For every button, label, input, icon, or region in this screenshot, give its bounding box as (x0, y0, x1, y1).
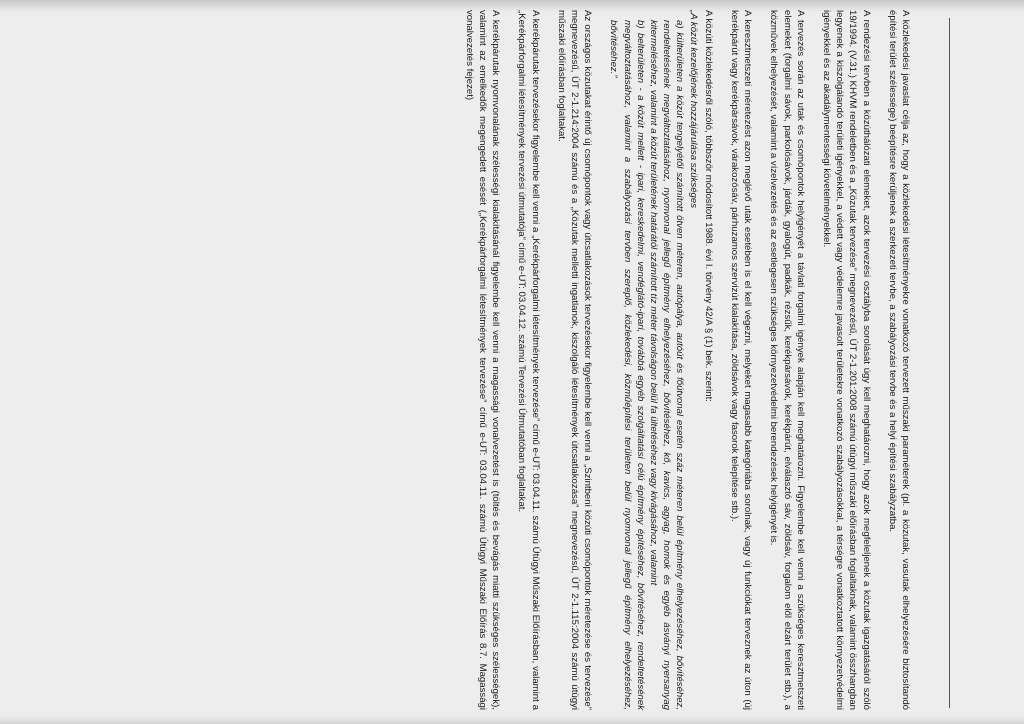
paragraph-junctions: Az országos közutakat érintő új csomópontok vagy útcsatlakozások tervezésekor figyelembe kell venni a „Szintbeni közúti csomópontok méretezése és tervezése” megnevezésű, ÚT 2-1.214:2004 számú és a „Közutak melletti ingatlanok, kiszolgáló létesítmények útcsatlakozása” megnevezésű, ÚT 2-1.115:2004 számú útügyi műszaki előírásban foglaltakat. (555, 10, 594, 710)
paragraph-cross-section: A keresztmetszeti méretezést azon meglévő utak esetében is el kell végezni, melyeket magasabb kategóriába sorolnak, vagy új funkciókat terveznek az úton (új kerékpárút vagy kerékpársávok, várakozósáv, párhuzamos szervizút kialakítása, zöldsávok vagy fasorok telepítése stb.). (728, 10, 754, 710)
paragraph-cycle-design: A kerékpárutak tervezésekor figyelembe kell venni a „Kerékpárforgalmi létesítmények tervezése” című e-UT: 03.04.11. számú Útügyi Műszaki Előírásban, valamint a „Kerékpárforgalmi létesítmények tervezési útmutatója” című e-UT: 03.04.12. számú Tervezési Útmutatóban foglaltakat. (516, 10, 541, 710)
rotated-text-block (112, 10, 912, 710)
paragraph-space-requirements: A tervezés során az utak és csomópontok helyigényét a távlati forgalmi igények alapján kell meghatározni. Figyelembe kell venni a szükséges keresztmetszeti elemeket (forgalmi sávok, parkolósávok, járdák, gyalogút, padkák, rézsűk, kerékpársávok, kerékpárút, elválasztó sáv, zöldsáv, forgalom elől elzárt terület stb.), a közművek elhelyezését, valamint a vízelvezetés és az esetlegesen szükséges környezetvédelmi berendezések helyigényét is. (768, 10, 806, 710)
scan-shadow-bottom (0, 716, 1024, 724)
margin-rule (949, 18, 950, 708)
paragraph-law-reference: A közúti közlekedésről szóló, többször módosított 1988. évi I. törvény 42/A § (1) bek. szerint: (702, 10, 714, 402)
paragraph-purpose: A közlekedési javaslat célja az, hogy a közlekedési létesítményekre vonatkozó tervezett műszaki paraméterek (pl. a közutak, vasutak elhelyezésére biztosítandó építési terület szélessége) beépítésre kerüljenek a szerkezeti tervbe, a szabályozási tervbe és a helyi építési szabályzatba. (886, 10, 911, 710)
paragraph-road-network: A rendezési tervben a közúthálózati elemeket, azok tervezési osztályba sorolását úgy kell meghatározni, hogy azok megfeleljenek a közutak igazgatásáról szóló 19/1994. (V.31.) KHVM rendeletben és a „Közutak tervezése” megnevezésű, ÚT 2-1.201:2008 számú útügyi műszaki előírásban foglaltaknak, valamint összhangban legyenek a kiszolgálandó területi igényekkel, a védett vagy védelemre javasolt területekre vonatkozó szabályozásokkal, a térségre vonatkoztatott környezetvédelmi igényekkel és az akadálymentességi követelményekkel. (820, 10, 872, 710)
paragraph-quote-outside-area: a) külterületen a közút tengelyétől számított ötven méteren, autópálya, autóút és főútvonal esetén száz méteren belül építmény elhelyezéséhez, bővítéséhez, rendeltetésének megváltoztatásához, nyomvonal jellegű építmény elhelyezéséhez, bővítéséhez, kő, kavics, agyag, homok és egyéb ásványi nyersanyag kitermeléséhez, valamint a közút területének határától számított tíz méter távolságon belül fa ültetéséhez vagy kivágásához, valamint (647, 20, 686, 710)
paragraph-quote-inside-area: b) belterületen - a közút mellett - ipari, kereskedelmi, vendéglátó-ipari, továbbá egyéb szolgáltatási célú építmény építéséhez, bővítéséhez, rendeltetésének megváltoztatásához, valamint a szabályozási tervben szereplő, közlekedési, közműépítési területen belül nyomvonal jellegű építmény elhelyezéséhez, bővítéséhez.” (608, 20, 646, 710)
paragraph-quote-intro: „A közút kezelőjének hozzájárulása szükséges (687, 10, 699, 209)
paragraph-cycle-alignment: A kerékpárutak nyomvonalának szélességi kialakításánál figyelembe kell venni a magassági vonalvezetést is (töltés és bevágás miatti szükséges szélességek), valamint az emelkedők megengedett esését („Kerékpárforgalmi létesítmények tervezése” című e-UT: 03.04.11. számú Útügyi Műszaki Előírás 8.7. Magassági vonalvezetés fejezet) (463, 10, 502, 710)
